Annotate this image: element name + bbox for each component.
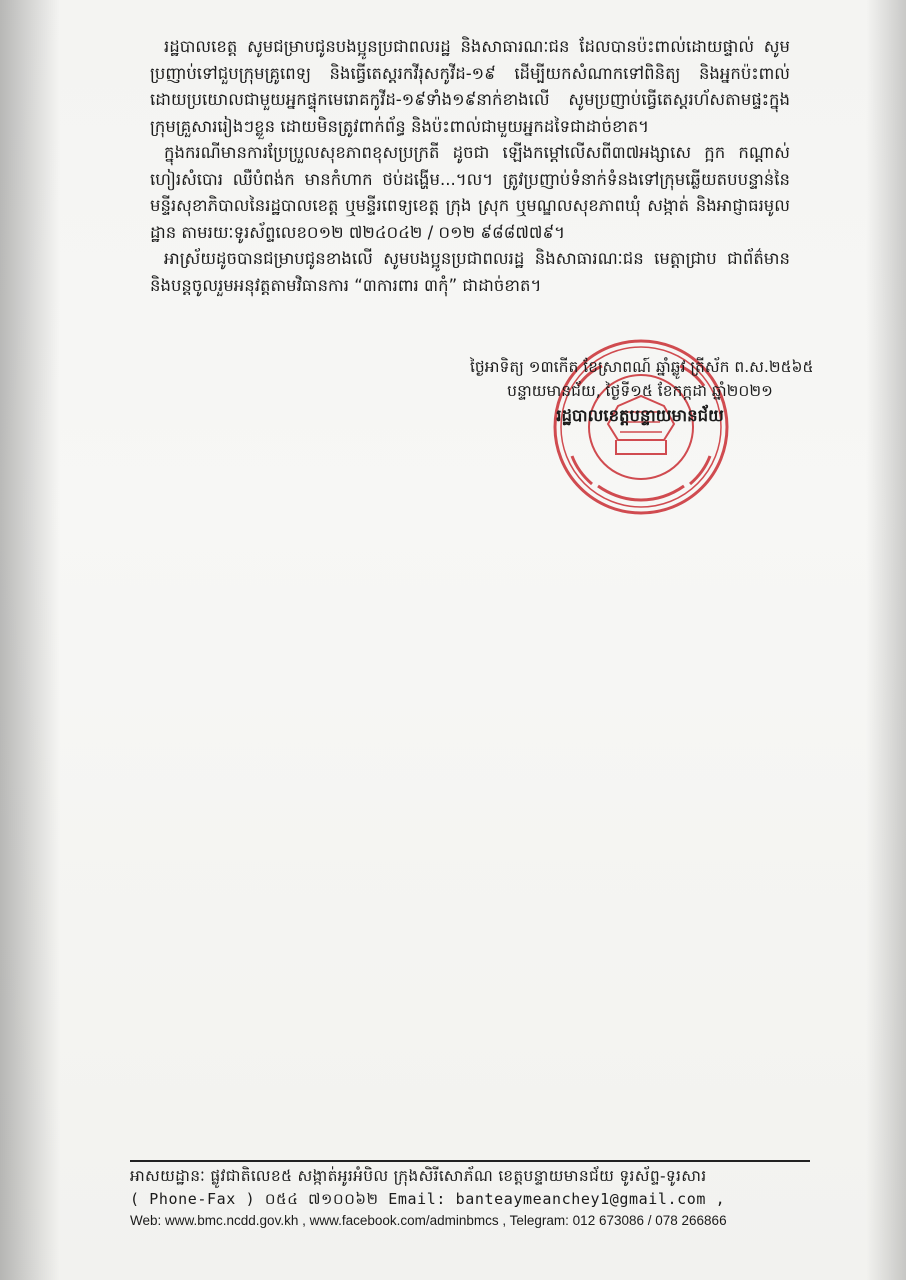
page-shadow-right (866, 0, 906, 1280)
footer-address: អាសយដ្ឋានៈ ផ្លូវជាតិលេខ៥ សង្កាត់អូរអំបិល ក្រុងសិរីសោភ័ណ ខេត្តបន្ទាយមានជ័យ ទូរស័ព្ទ-ទូរសារ (130, 1167, 707, 1185)
solar-date: បន្ទាយមានជ័យ, ថ្ងៃទី១៥ ខែកក្កដា ឆ្នាំ២០២១ (507, 382, 773, 400)
paragraph-symptoms-contact: ក្នុងករណីមានការប្រែប្រួលសុខភាពខុសប្រក្រតី ដូចជា ឡើងកម្តៅលើសពី៣៧អង្សាសេ ក្អក កណ្តាស់ ហៀរសំបោរ ឈឺបំពង់ក មានកំហាក ថប់ដង្ហើម...។ល។ ត្រូវប្រញាប់ទំនាក់ទំនងទៅក្រុមឆ្លើយតបបន្ទាន់នៃមន្ទីរសុខាភិបាលនៃរដ្ឋបាលខេត្ត ឬមន្ទីរពេទ្យខេត្ត ក្រុង ស្រុក ឬមណ្ឌលសុខភាពឃុំ សង្កាត់ និងអាជ្ញាធរមូលដ្ឋាន តាមរយៈទូរស័ព្ទលេខ០១២ ៧២៤០៤២ / ០១២ ៩៨៨៧៧៩។ (150, 143, 790, 242)
signing-authority: រដ្ឋបាលខេត្តបន្ទាយមានជ័យ (556, 406, 724, 425)
lunar-date: ថ្ងៃអាទិត្យ ១៣កើត ខែស្រាពណ៍ ឆ្នាំឆ្លូវ ត្រីស័ក ព.ស.២៥៦៥ (470, 358, 814, 376)
paragraph-closing: អាស្រ័យដូចបានជម្រាបជូនខាងលើ សូមបងប្អូនប្រជាពលរដ្ឋ និងសាធារណៈជន មេត្តាជ្រាប ជាព័ត៌មាន និងបន្តចូលរួមអនុវត្តតាមវិធានការ “៣ការពារ ៣កុំ” ជាដាច់ខាត។ (150, 249, 790, 295)
page-shadow-left (0, 0, 60, 1280)
footer-web-links: Web: www.bmc.ncdd.gov.kh , www.facebook.com/adminbmcs , Telegram: 012 673086 / 078 266866 (130, 1213, 727, 1228)
signature-block (470, 355, 814, 429)
paragraph-testing-advice: រដ្ឋបាលខេត្ត សូមជម្រាបជូនបងប្អូនប្រជាពលរដ្ឋ និងសាធារណៈជន ដែលបានប៉ះពាល់ដោយផ្ទាល់ សូមប្រញាប់ទៅជួបក្រុមគ្រូពេទ្យ និងធ្វើតេស្តរកវីរុសកូវីដ-១៩ ដើម្បីយកសំណាកទៅពិនិត្យ និងអ្នកប៉ះពាល់ ដោយប្រយោលជាមួយអ្នកផ្ទុកមេរោគកូវីដ-១៩ទាំង១៩នាក់ខាងលើ សូមប្រញាប់ធ្វើតេស្តរហ័សតាមផ្ទះក្នុងក្រុមគ្រួសាររៀងៗខ្លួន ដោយមិនត្រូវពាក់ព័ន្ធ និងប៉ះពាល់ជាមួយអ្នកដទៃជាដាច់ខាត។ (150, 37, 790, 136)
footer-phone-email: ( Phone-Fax ) ០៥៤ ៧១០០៦២ Email: banteaymeanchey1@gmail.com , (130, 1190, 726, 1208)
letter-body (150, 34, 790, 299)
letterhead-footer (130, 1160, 810, 1231)
